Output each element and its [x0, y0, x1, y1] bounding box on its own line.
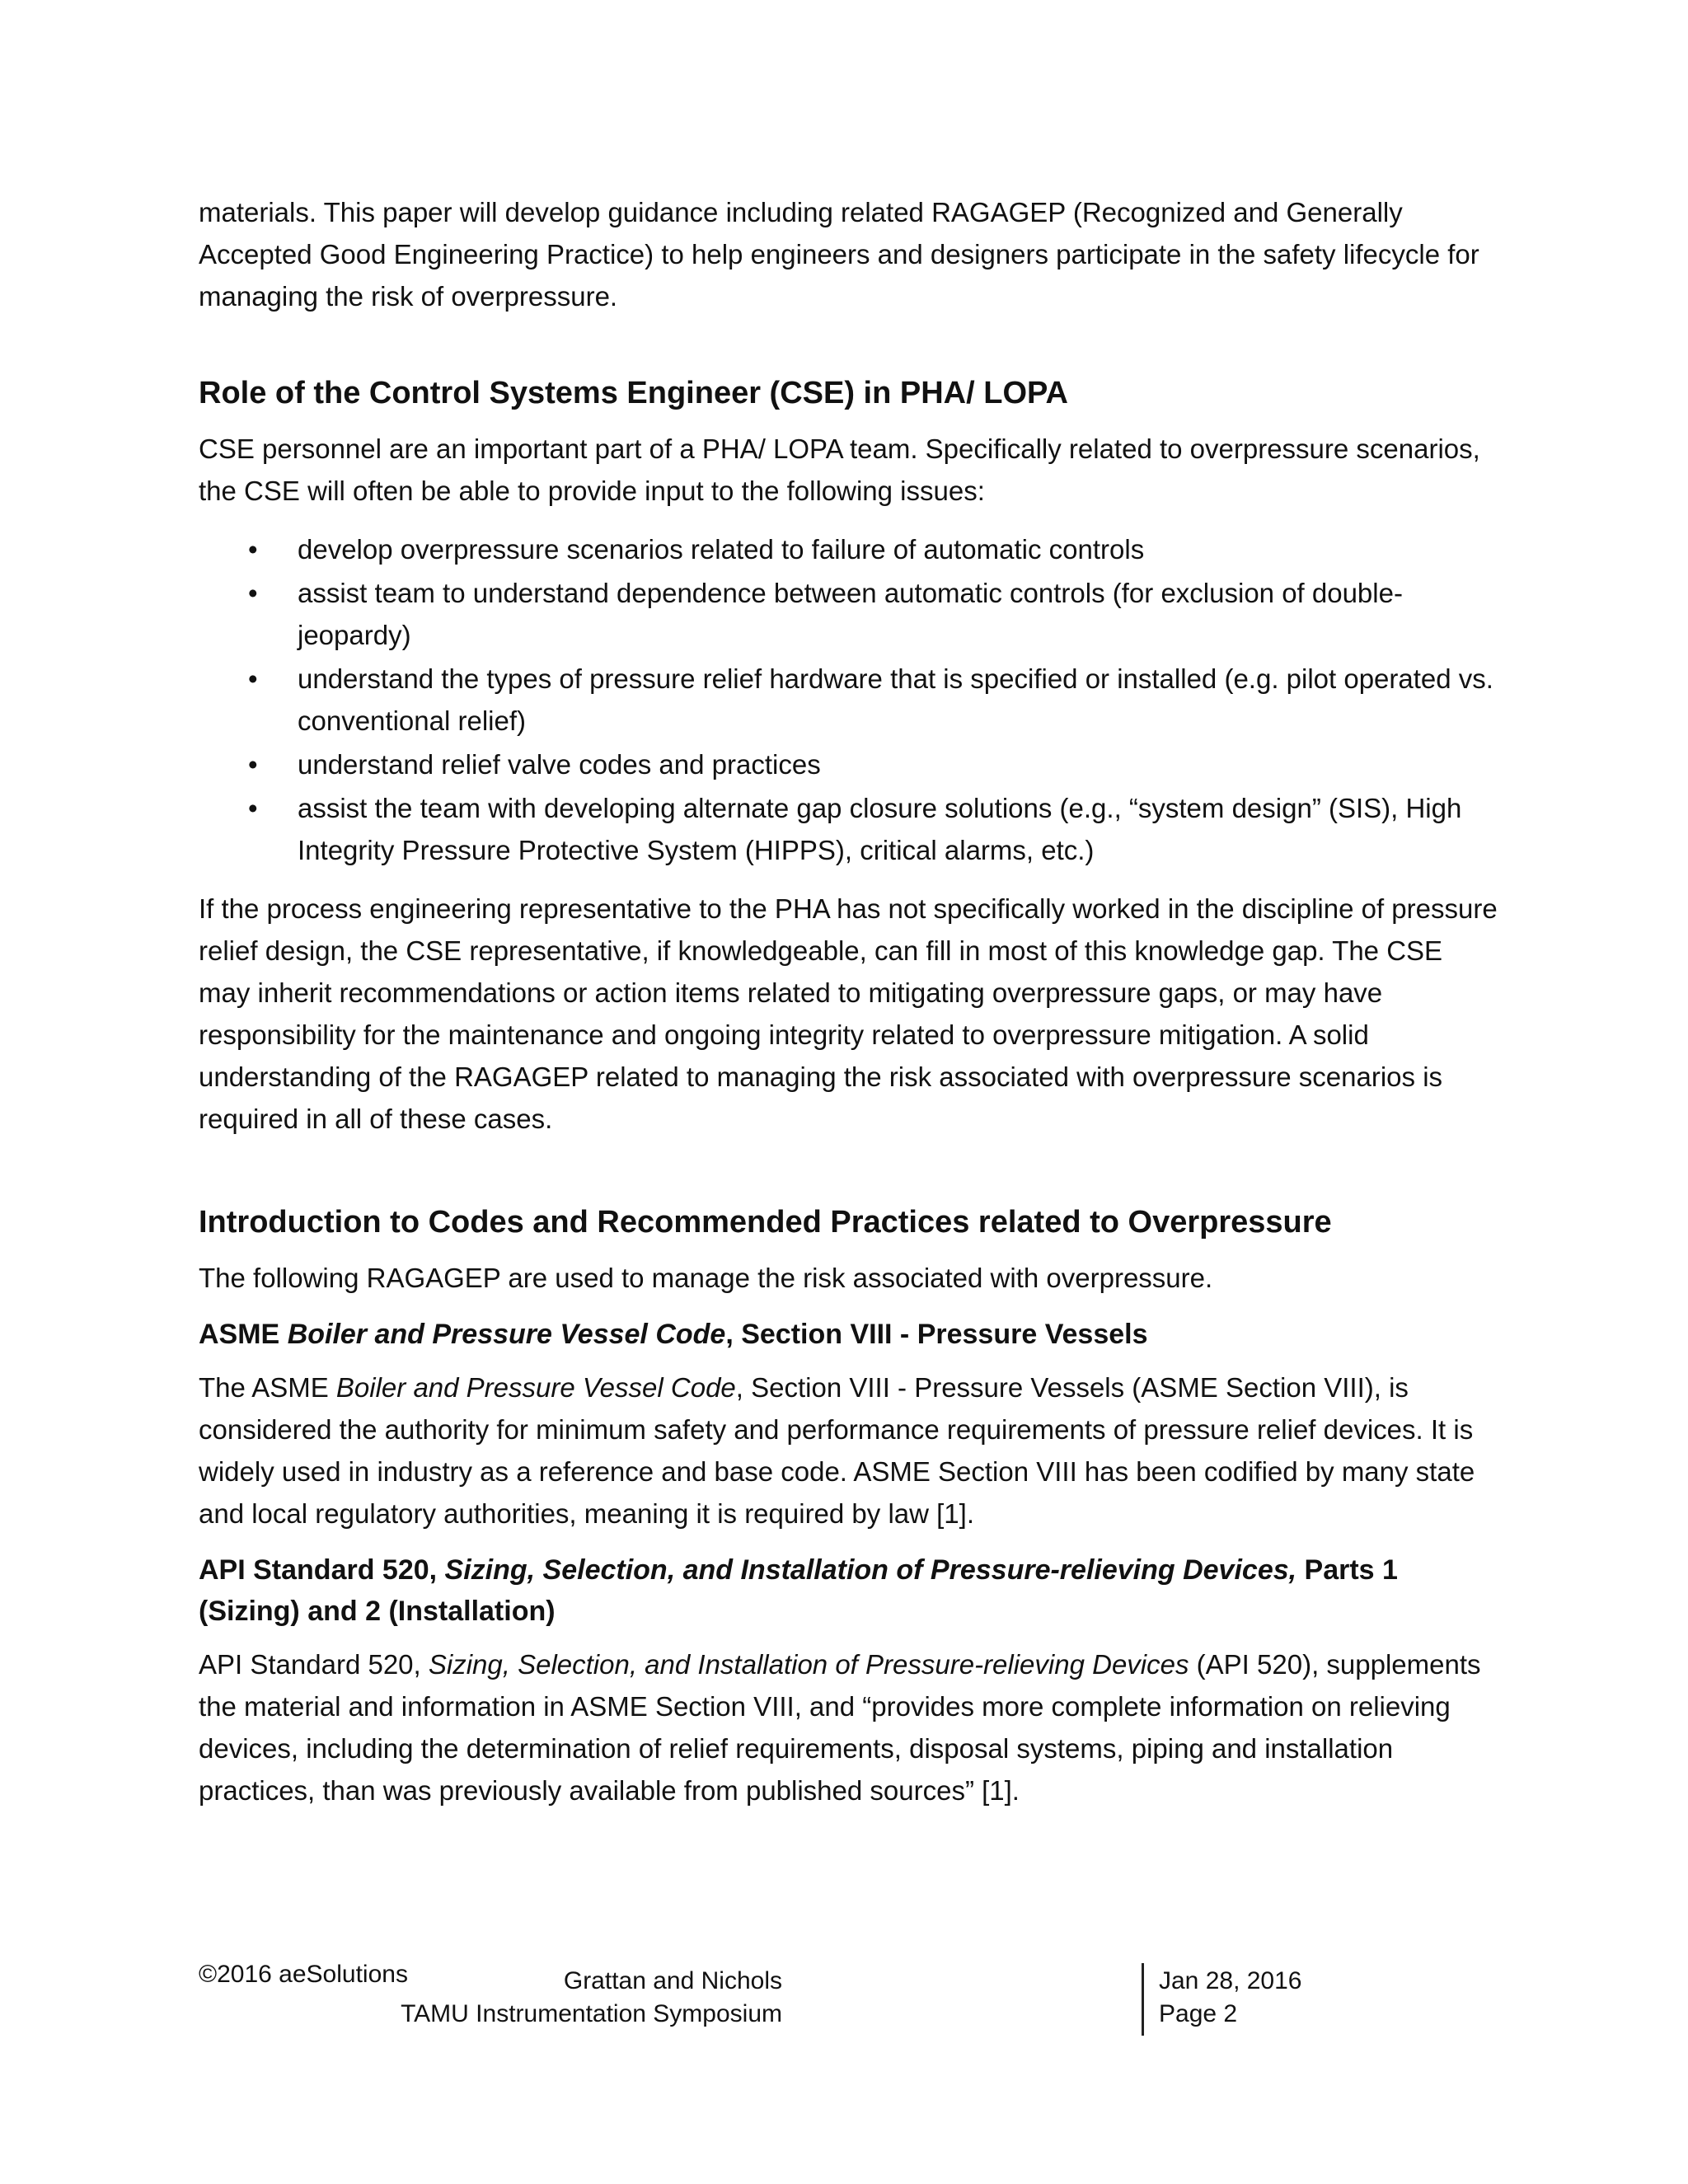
list-item [199, 572, 1501, 656]
list-item-text: understand relief valve codes and practices [298, 749, 821, 780]
bullet-icon: • [248, 793, 258, 823]
subheading-italic-text: Boiler and Pressure Vessel Code [287, 1319, 726, 1350]
paragraph-text: (API 520), supplements the material and information in ASME Section VIII, and “provides more complete information on relieving devices, including the determination of relief requirements, disposal systems, piping and installation practices, than was previously available from published sources” [1]. [199, 1649, 1481, 1806]
paragraph-italic-text: Boiler and Pressure Vessel Code [335, 1372, 736, 1403]
bullet-icon: • [248, 749, 258, 780]
intro-paragraph: materials. This paper will develop guidance including related RAGAGEP (Recognized and Generally Accepted Good Engineering Practice) to help engineers and designers participate in the safety lifecycle for managing the risk of overpressure. [199, 197, 1479, 312]
cse-intro-paragraph: CSE personnel are an important part of a PHA/ LOPA team. Specifically related to overpressure scenarios, the CSE will often be able to provide input to the following issues: [199, 434, 1480, 506]
subheading-api-520 [199, 1549, 1501, 1632]
footer-divider [1142, 1963, 1144, 2036]
asme-paragraph [199, 1366, 1501, 1535]
footer-authors-block [401, 1965, 782, 2031]
footer-event: TAMU Instrumentation Symposium [401, 2000, 782, 2027]
paragraph-text: The ASME [199, 1372, 336, 1403]
section-heading-cse-role: Role of the Control Systems Engineer (CSE) in PHA/ LOPA [199, 376, 1068, 410]
bullet-icon: • [248, 578, 258, 608]
subheading-text: Parts 1 (Sizing) and 2 (Installation) [199, 1554, 1398, 1627]
bullet-icon: • [248, 663, 258, 694]
section-heading-codes-intro: Introduction to Codes and Recommended Practices related to Overpressure [199, 1205, 1332, 1240]
ragagep-intro-paragraph: The following RAGAGEP are used to manage the risk associated with overpressure. [199, 1263, 1213, 1293]
paragraph-text: , Section VIII - Pressure Vessels (ASME Section VIII), is considered the authority for minimum safety and performance requirements of pressure relief devices. It is widely used in industry as a reference and base code. ASME Section VIII has been codified by many state and local regulatory authorities, meaning it is required by law [1]. [199, 1372, 1475, 1529]
list-item-text: assist team to understand dependence between automatic controls (for exclusion of double-jeopardy) [298, 578, 1403, 650]
api-520-paragraph [199, 1643, 1501, 1811]
subheading-text: API Standard 520, [199, 1554, 445, 1586]
list-item [199, 787, 1501, 871]
bullet-icon: • [248, 534, 258, 565]
footer-date-block [1159, 1965, 1301, 2031]
list-item [199, 658, 1501, 742]
document-page [199, 191, 1501, 1811]
list-item-text: understand the types of pressure relief hardware that is specified or installed (e.g. pilot operated vs. conventional relief) [298, 663, 1493, 736]
pha-knowledge-paragraph: If the process engineering representative to the PHA has not specifically worked in the discipline of pressure relief design, the CSE representative, if knowledgeable, can fill in most of this knowledge gap. The CSE may inherit recommendations or action items related to mitigating overpressure gaps, or may have responsibility for the maintenance and ongoing integrity related to overpressure mitigation. A solid understanding of the RAGAGEP related to managing the risk associated with overpressure scenarios is required in all of these cases. [199, 893, 1498, 1134]
subheading-italic-text: Sizing, Selection, and Installation of Pressure-relieving Devices, [444, 1554, 1297, 1586]
list-item-text: assist the team with developing alternate gap closure solutions (e.g., “system design” (SIS), High Integrity Pressure Protective System (HIPPS), critical alarms, etc.) [298, 793, 1462, 865]
footer-page-number: Page 2 [1159, 2000, 1238, 2027]
subheading-asme-section-viii [199, 1314, 1501, 1355]
cse-issues-list [199, 528, 1501, 871]
page-footer [199, 1958, 1501, 2057]
paragraph-text: API Standard 520, [199, 1649, 429, 1680]
footer-authors: Grattan and Nichols [563, 1967, 782, 1994]
paragraph-italic-text: Sizing, Selection, and Installation of Pressure-relieving Devices [428, 1649, 1189, 1680]
subheading-text: , Section VIII - Pressure Vessels [725, 1319, 1148, 1350]
list-item [199, 743, 1501, 785]
subheading-text: ASME [199, 1319, 288, 1350]
footer-copyright: ©2016 aeSolutions [199, 1961, 408, 1988]
list-item-text: develop overpressure scenarios related to failure of automatic controls [298, 534, 1145, 565]
list-item [199, 528, 1501, 570]
footer-date: Jan 28, 2016 [1159, 1967, 1302, 1994]
